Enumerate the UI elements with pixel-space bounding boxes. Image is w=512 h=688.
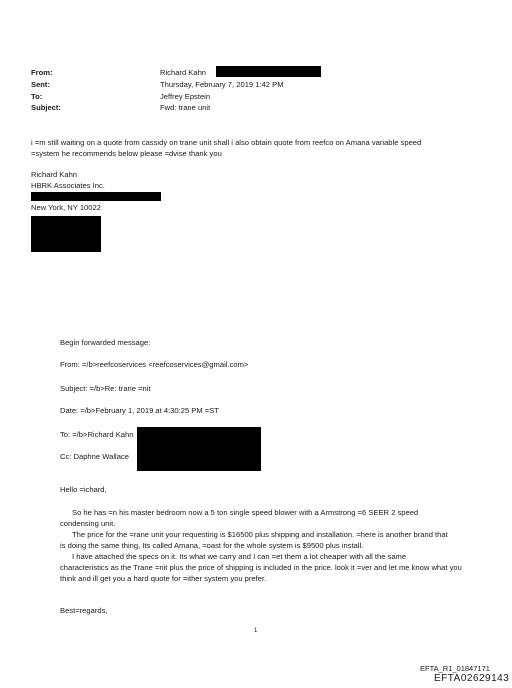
paragraph-3-line-2: characteristics as the Trane =nit plus the price of shipping is included in the price. look it =ver and let me know what you <box>60 563 462 572</box>
redaction-block <box>31 216 101 252</box>
forwarded-from: From: =/b>reefcoservices <reefcoservices@gmail.com> <box>60 360 249 369</box>
paragraph-3-line-3: think and ill get you a hard quote for =ither system you prefer. <box>60 574 267 583</box>
footer-id-2: EFTA02629143 <box>434 673 510 684</box>
sent-label: Sent: <box>31 80 50 89</box>
forwarded-cc: Cc: Daphne Wallace <box>60 452 129 461</box>
page-number: 1 <box>254 628 258 634</box>
paragraph-1-line-1: So he has =n his master bedroom now a 5 ton single speed blower with a Armstrong =6 SEER 2 speed <box>72 508 419 517</box>
forwarded-subject: Subject: =/b>Re: trane =nit <box>60 384 151 393</box>
forwarded-greeting: Hello =ichard, <box>60 485 107 494</box>
paragraph-3-line-1: I have attached the specs on it. Its what we carry and I can =et them a lot cheaper with all the same <box>72 552 407 561</box>
paragraph-2-line-1: The price for the =rane unit your requesting is $16500 plus shipping and installation. =here is another brand that <box>72 530 448 539</box>
signature-name: Richard Kahn <box>31 170 78 179</box>
redaction-block <box>137 427 261 471</box>
body-line-1: i =m still waiting on a quote from cassidy on trane unit shall i also obtain quote from reefco on Amana variable speed <box>31 138 422 147</box>
sent-value: Thursday, February 7, 2019 1:42 PM <box>160 80 284 89</box>
to-value: Jeffrey Epstein <box>160 92 211 101</box>
redaction-bar <box>31 192 161 201</box>
body-line-2: =system he recommends below please =dvise thank you <box>31 149 222 158</box>
subject-label: Subject: <box>31 103 61 112</box>
subject-value: Fwd: trane unit <box>160 103 211 112</box>
signature-company: HBRK Associates Inc. <box>31 181 105 190</box>
from-value: Richard Kahn <box>160 68 207 77</box>
paragraph-2-line-2: is doing the same thing, Its called Amana, =oast for the whole system is $9500 plus install. <box>60 541 364 550</box>
forwarded-to: To: =/b>Richard Kahn <box>60 430 134 439</box>
from-label: From: <box>31 68 53 77</box>
forwarded-date: Date: =/b>February 1, 2019 at 4:30:25 PM =ST <box>60 406 219 415</box>
closing: Best=regards, <box>60 606 108 615</box>
redaction-bar <box>216 66 321 77</box>
to-label: To: <box>31 92 43 101</box>
paragraph-1-line-2: condensing unit. <box>60 519 116 528</box>
forwarded-intro: Begin forwarded message: <box>60 338 151 347</box>
signature-city: New York, NY 10022 <box>31 203 101 212</box>
footer-id-1: EFTA_R1_01847171 <box>420 664 490 673</box>
